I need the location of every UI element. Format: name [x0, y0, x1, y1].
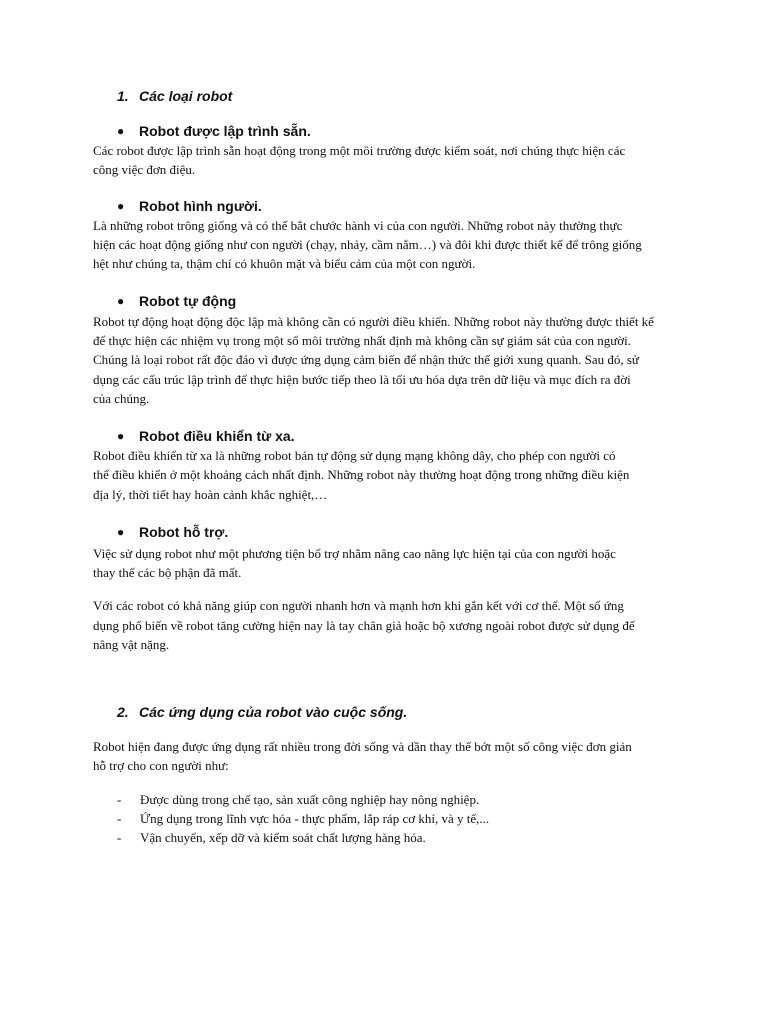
bullet-icon: ● [117, 199, 125, 213]
bullet-icon: ● [117, 525, 125, 539]
section-1-heading [117, 87, 232, 105]
paragraph-line: Robot tự động hoạt động độc lập mà không cần có người điều khiển. Những robot này thường được thiết kế [93, 314, 654, 329]
paragraph-line: hệt như chúng ta, thậm chí có khuôn mặt và biểu cảm của một con người. [93, 256, 476, 271]
bullet-icon: ● [117, 294, 125, 308]
bullet-icon: ● [117, 124, 125, 138]
subsection-heading [117, 523, 228, 541]
list-item-text: Được dùng trong chế tạo, sản xuất công nghiệp hay nông nghiệp. [140, 792, 480, 807]
paragraph-line: hỗ trợ cho con người như: [93, 758, 229, 773]
paragraph-line: Robot hiện đang được ứng dụng rất nhiều trong đời sống và dần thay thế bớt một số công việc đơn giản [93, 739, 632, 754]
subsection-heading [117, 197, 262, 215]
paragraph-line: nâng vật nặng. [93, 637, 170, 652]
paragraph-line: Là những robot trông giống và có thể bắt chước hành vi của con người. Những robot này thường thực [93, 218, 623, 233]
section-title: Các loại robot [139, 88, 233, 104]
paragraph-line: Với các robot có khả năng giúp con người nhanh hơn và mạnh hơn khi gắn kết với cơ thể. Một số ứng [93, 598, 624, 613]
paragraph-line: thể điều khiển ở một khoảng cách nhất định. Những robot này thường hoạt động trong những điều kiện [93, 467, 630, 482]
section-title: Các ứng dụng của robot vào cuộc sống. [139, 704, 408, 720]
paragraph-line: Robot điều khiển từ xa là những robot bán tự động sử dụng mạng không dây, cho phép con người có [93, 448, 616, 463]
subsection-heading [117, 122, 311, 140]
paragraph-line: Việc sử dụng robot như một phương tiện bổ trợ nhằm nâng cao năng lực hiện tại của con người hoặc [93, 546, 616, 561]
list-item-text: Ứng dụng trong lĩnh vực hóa - thực phẩm, lắp ráp cơ khí, và y tế,... [140, 811, 490, 826]
paragraph-line: Các robot được lập trình sẵn hoạt động trong một môi trường được kiểm soát, nơi chúng thực hiện các [93, 143, 626, 158]
subsection-title: Robot hình người. [139, 198, 262, 214]
dash-marker: - [117, 811, 122, 826]
list-item-text: Vận chuyển, xếp dỡ và kiểm soát chất lượng hàng hóa. [140, 830, 426, 845]
list-item [117, 790, 479, 809]
section-2-heading [117, 703, 407, 721]
section-number: 1. [117, 88, 129, 104]
paragraph-line: của chúng. [93, 391, 150, 406]
paragraph-line: dụng các cấu trúc lập trình để thực hiện bước tiếp theo là tối ưu hóa dựa trên dữ liệu và mục đích ra đời [93, 372, 631, 387]
subsection-title: Robot hỗ trợ. [139, 524, 229, 540]
dash-marker: - [117, 830, 122, 845]
subsection-title: Robot được lập trình sẵn. [139, 123, 311, 139]
paragraph-line: để thực hiện các nhiệm vụ trong một số môi trường nhất định mà không cần sự giám sát của con người. [93, 333, 631, 348]
subsection-heading [117, 427, 295, 445]
list-item [117, 828, 426, 847]
paragraph-line: Chúng là loại robot rất độc đáo vì được ứng dụng cảm biến để nhận thức thế giới xung quanh. Sau đó, sử [93, 352, 639, 367]
subsection-title: Robot điều khiển từ xa. [139, 428, 295, 444]
subsection-title: Robot tự động [139, 293, 237, 309]
paragraph-line: công việc đơn điệu. [93, 162, 196, 177]
section-number: 2. [117, 704, 129, 720]
paragraph-line: dụng phổ biến về robot tăng cường hiện nay là tay chân giả hoặc bộ xương ngoài robot được sử dụng để [93, 618, 635, 633]
list-item [117, 809, 489, 828]
dash-marker: - [117, 792, 122, 807]
paragraph-line: thay thế các bộ phận đã mất. [93, 565, 242, 580]
subsection-heading [117, 292, 236, 310]
paragraph-line: hiện các hoạt động giống như con người (chạy, nhảy, cầm nắm…) và đôi khi được thiết kế để trông giống [93, 237, 642, 252]
bullet-icon: ● [117, 429, 125, 443]
paragraph-line: địa lý, thời tiết hay hoàn cảnh khắc nghiệt,… [93, 487, 328, 502]
